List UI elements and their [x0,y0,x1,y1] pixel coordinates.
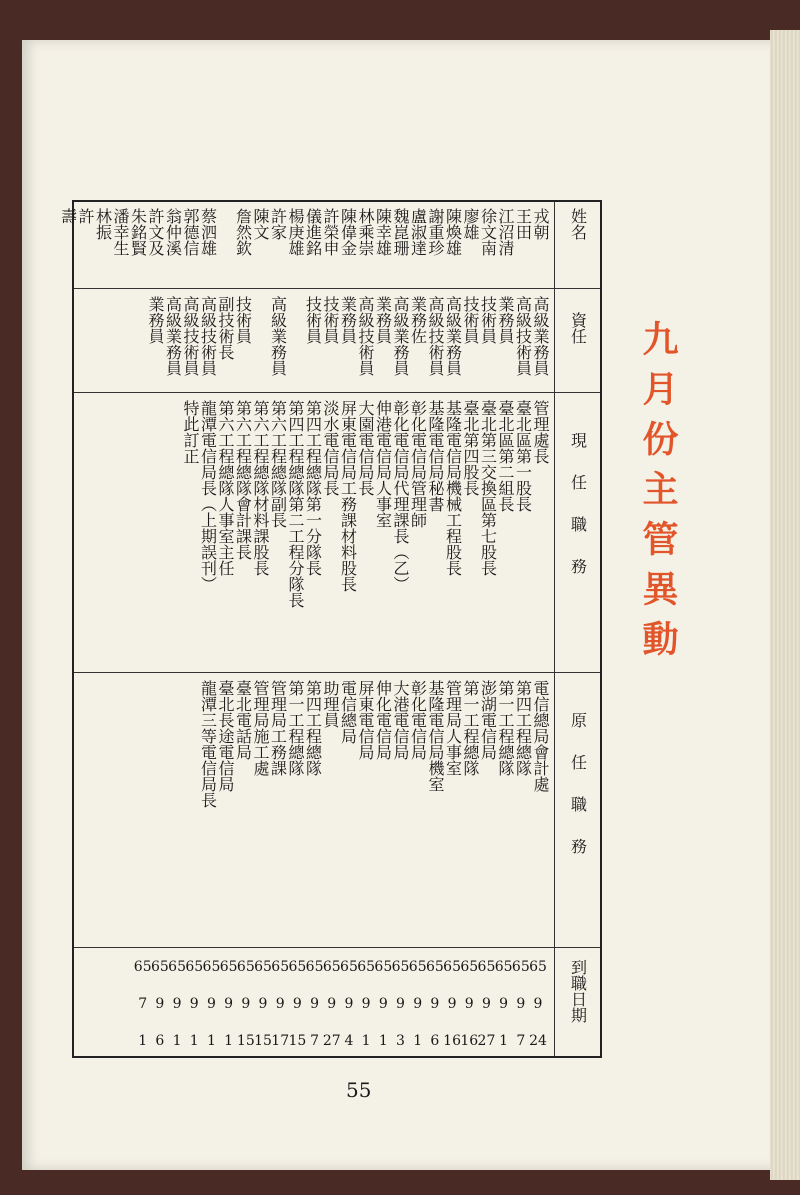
date-year: 65 [168,959,186,975]
date-day: 1 [361,1033,371,1049]
name-cell: 許 [76,208,95,224]
name-cell: 謝重珍 [426,208,445,256]
date-year: 65 [391,959,410,975]
current-duty-cell: 基隆電信局秘書 [426,400,445,512]
current-duty-cell: 龍潭電信局長（上期誤刊） [198,400,218,592]
date-cell [272,959,288,1049]
previous-duty-cell: 龍潭三等電信局長 [198,680,218,808]
previous-duty-cell: 管理局人事室 [443,680,463,776]
current-duty-cell: 第六工程總隊材料課股長 [251,400,270,576]
date-day: 1 [138,1033,148,1049]
date-year: 65 [288,959,307,975]
date-cell [135,959,151,1049]
date-month: 9 [447,996,457,1012]
date-cell [530,959,546,1049]
current-duty-cell: 彰化電信局代理課長（乙） [391,400,410,592]
grades-row [74,288,554,392]
current-duty-cell: 臺北區第二組長 [496,400,515,512]
date-month: 9 [464,996,474,1012]
grade-cell: 高級業務員 [391,296,410,376]
name-cell: 朱銘賢 [128,208,148,256]
grade-cell: 高級業務員 [443,296,463,376]
date-day: 16 [443,1033,461,1049]
date-day: 1 [378,1033,388,1049]
name-cell: 林振 [93,208,113,240]
date-day: 7 [310,1033,320,1049]
previous-duty-cell: 管理局工務課 [268,680,288,776]
current-duty-cell: 第六工程總隊副長 [268,400,288,528]
name-cell: 林乘崇 [356,208,375,256]
date-year: 65 [236,959,255,975]
date-year: 65 [150,959,169,975]
grade-cell: 副技術長 [216,296,235,360]
date-cell [461,959,477,1049]
grade-cell: 高級業務員 [531,296,550,376]
date-cell [255,959,271,1049]
date-month: 9 [292,996,302,1012]
date-day: 16 [460,1033,479,1049]
date-month: 9 [516,996,526,1012]
date-day: 15 [236,1033,255,1049]
date-cell [238,959,254,1049]
date-year: 65 [202,959,221,975]
name-cell: 江沼清 [496,208,515,256]
date-month: 9 [361,996,371,1012]
date-cell [358,959,374,1049]
page-number: 55 [346,1078,372,1102]
date-year: 65 [185,959,204,975]
previous-duty-cell: 第一工程總隊 [461,680,480,776]
grade-cell: 技術員 [461,296,480,344]
grade-cell: 高級技術員 [181,296,200,376]
date-year: 65 [443,959,461,975]
name-cell: 陳文 [251,208,270,240]
date-cell [324,959,340,1049]
date-day: 27 [477,1033,496,1049]
previous-duty-cell: 電信總局會計處 [531,680,550,792]
current-duty-cell: 屏東電信局工務課材料股長 [338,400,358,592]
previous-duty-cell: 澎湖電信局 [478,680,498,760]
date-day: 3 [396,1033,405,1049]
previous-duty-cell: 大港電信局 [391,680,410,760]
date-day: 15 [254,1033,272,1049]
date-day: 1 [224,1033,234,1049]
header-grade-label: 資任 [568,312,588,344]
current-duty-cell: 淡水電信局長 [321,400,340,496]
date-cell [427,959,443,1049]
date-year: 65 [357,959,376,975]
date-year: 65 [477,959,496,975]
date-month: 9 [533,996,543,1012]
name-cell: 許榮申 [321,208,340,256]
grade-cell: 技術員 [233,296,253,344]
date-year: 65 [529,959,547,975]
previous-duty-cell: 管理局施工處 [251,680,270,776]
current-duty-cell: 特此訂正 [181,400,200,464]
date-day: 24 [529,1033,547,1049]
name-cell: 王田 [513,208,533,240]
date-cell [186,959,202,1049]
name-cell: 徐文南 [478,208,498,256]
current-duty-cell: 臺北第三交換區第七股長 [478,400,498,576]
date-month: 9 [481,996,491,1012]
previous-duty-cell: 第一工程總隊 [286,680,305,776]
grade-cell: 高級業務員 [163,296,183,376]
name-cell: 魏崑珊 [391,208,410,256]
name-cell: 許家 [268,208,288,240]
current-duty-cell: 管理處長 [531,400,550,464]
personnel-table [58,200,602,1058]
date-day: 17 [271,1033,290,1049]
date-month: 9 [224,996,234,1012]
date-month: 9 [155,996,165,1012]
current-duty-cell: 基隆電信局機械工程股長 [443,400,463,576]
date-year: 65 [322,959,341,975]
grade-cell: 業務員 [146,296,165,344]
date-cell [289,959,305,1049]
date-day: 1 [499,1033,509,1049]
date-month: 9 [430,996,440,1012]
date-cell [152,959,168,1049]
previous-duty-cell: 臺北長途電信局 [216,680,235,792]
names-row [58,202,554,288]
name-cell: 戎朝 [531,208,550,240]
grade-cell: 技術員 [303,296,323,344]
date-month: 9 [344,996,354,1012]
date-year: 65 [425,959,444,975]
date-day: 1 [413,1033,423,1049]
page-title: 九月份主管異動 [637,320,678,670]
header-current-label: 現任職務 [568,432,588,600]
date-cell [375,959,391,1049]
date-month: 9 [499,996,509,1012]
grade-cell: 高級技術員 [426,296,445,376]
previous-duties-row [74,672,554,947]
date-cell [496,959,512,1049]
date-year: 65 [271,959,290,975]
date-cell [203,959,219,1049]
date-day: 1 [172,1033,182,1049]
header-date-label: 到職日期 [568,959,588,1023]
date-year: 65 [511,959,530,975]
date-day: 27 [322,1033,341,1049]
date-year: 65 [133,959,152,975]
date-day: 1 [206,1033,216,1049]
name-cell [217,208,234,294]
name-cell: 陳偉金 [338,208,358,256]
previous-duty-cell: 第四工程總隊 [513,680,533,776]
header-previous-label: 原任職務 [568,712,588,880]
name-cell: 盧淑達 [408,208,428,256]
date-day: 4 [344,1033,354,1049]
name-cell: 詹然欽 [233,208,253,256]
date-year: 65 [340,959,358,975]
header-name [554,202,602,288]
date-cell [478,959,494,1049]
grade-cell: 高級技術員 [513,296,533,376]
name-cell: 楊庚雄 [286,208,305,256]
current-duty-cell: 伸港電信局人事室 [373,400,393,528]
date-month: 9 [310,996,320,1012]
date-month: 9 [396,996,405,1012]
date-day: 1 [189,1033,199,1049]
grade-cell [287,296,304,400]
previous-duty-cell: 屏東電信局 [356,680,375,760]
previous-duty-cell: 第一工程總隊 [496,680,515,776]
grade-cell: 業務員 [373,296,393,344]
previous-duty-cell: 基隆電信局機室 [426,680,445,792]
date-month: 9 [275,996,285,1012]
date-cell [513,959,529,1049]
date-year: 65 [219,959,238,975]
date-month: 9 [413,996,423,1012]
name-cell: 許文及 [146,208,165,256]
current-duty-cell: 大園電信局長 [356,400,375,496]
grade-cell: 高級業務員 [268,296,288,376]
grade-cell: 技術員 [321,296,340,344]
header-date [554,947,602,1056]
name-cell: 陳煥雄 [443,208,463,256]
date-month: 9 [327,996,337,1012]
grade-cell [252,296,269,400]
previous-duty-cell: 伸化電信局 [373,680,393,760]
previous-duty-cell: 彰化電信局 [408,680,428,760]
header-previous [554,672,602,947]
date-year: 65 [254,959,272,975]
current-duty-cell: 第四工程總隊第二工程分隊長 [286,400,305,608]
previous-duty-cell: 第四工程總隊 [303,680,323,776]
current-duty-cell: 臺北區第一股長 [513,400,533,512]
name-cell: 潘幸生 [111,208,130,256]
date-month: 9 [241,996,251,1012]
grade-cell: 高級技術員 [198,296,218,376]
name-cell: 壽 [58,208,78,224]
current-duty-cell: 彰化電信局管理師 [408,400,428,528]
date-month: 7 [138,996,148,1012]
name-cell: 陳幸雄 [373,208,393,256]
header-name-label: 姓名 [568,208,588,240]
date-year: 65 [305,959,324,975]
current-duty-cell: 第六工程總隊會計課長 [233,400,253,560]
name-cell: 蔡泗雄 [198,208,218,256]
current-duty-cell: 第六工程總隊人事室主任 [216,400,235,576]
date-month: 9 [378,996,388,1012]
date-cell [341,959,357,1049]
date-month: 9 [258,996,268,1012]
grade-cell: 業務佐 [408,296,428,344]
page-edge [770,30,800,1180]
date-cell [221,959,237,1049]
date-month: 9 [189,996,199,1012]
current-duty-cell: 第四工程總隊第一分隊長 [303,400,323,576]
dates-row [74,947,554,1056]
previous-duty-cell: 助理員 [321,680,340,728]
grade-cell: 高級技術員 [356,296,375,376]
current-duties-row [74,392,554,672]
date-year: 65 [374,959,393,975]
previous-duty-cell: 臺北電話局 [233,680,253,760]
previous-duty-cell: 電信總局 [338,680,358,744]
grade-cell: 業務員 [338,296,358,344]
name-cell: 廖雄 [461,208,480,240]
current-duty-cell: 臺北第四股長 [461,400,480,496]
date-day: 7 [516,1033,526,1049]
date-day: 15 [288,1033,307,1049]
date-cell [393,959,409,1049]
date-month: 9 [172,996,182,1012]
date-month: 9 [206,996,216,1012]
date-cell [444,959,460,1049]
grade-cell: 業務員 [496,296,515,344]
date-day: 6 [155,1033,165,1049]
date-cell [307,959,323,1049]
header-grade [554,288,602,392]
date-day: 6 [430,1033,440,1049]
date-year: 65 [460,959,479,975]
date-cell [169,959,185,1049]
date-cell [410,959,426,1049]
date-year: 65 [408,959,427,975]
date-year: 65 [494,959,513,975]
header-current [554,392,602,672]
grade-cell: 技術員 [478,296,498,344]
name-cell: 郭德信 [181,208,200,256]
name-cell: 儀進銘 [303,208,323,256]
name-cell: 翁仲溪 [163,208,183,256]
